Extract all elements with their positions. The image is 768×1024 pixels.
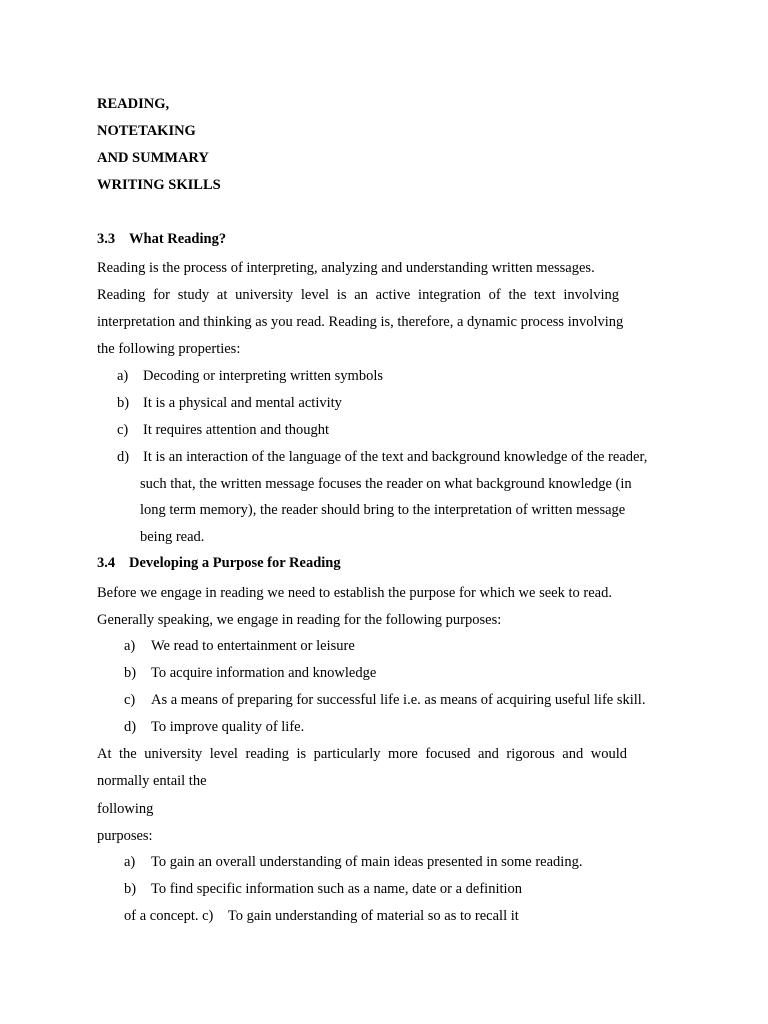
section-3-3-title: What Reading?: [129, 231, 227, 247]
list-item-text: To acquire information and knowledge: [151, 665, 377, 681]
section-3-4-para2-line-2: normally entail the: [97, 773, 207, 789]
list-item-text: To find specific information such as a name, date or a definition: [151, 881, 523, 897]
title-line-4: WRITING SKILLS: [97, 177, 221, 193]
section-3-3-heading: [97, 230, 226, 248]
list-item: [117, 421, 329, 439]
section-3-3-para-line-2: Reading for study at university level is an active integration of the text involving: [97, 287, 619, 303]
list-item-continuation: being read.: [140, 529, 205, 545]
section-3-4-para2-line-4: purposes:: [97, 828, 153, 844]
title-line-1: READING,: [97, 96, 170, 112]
list-item: [117, 394, 342, 412]
list-item-text: To improve quality of life.: [151, 719, 305, 735]
section-3-4-para2-line-3: following: [97, 801, 154, 817]
list-item-continuation: of a concept. c) To gain understanding of material so as to recall it: [124, 908, 519, 924]
list-item: [124, 664, 376, 682]
list-item-label: c): [124, 692, 136, 708]
list-item: [117, 448, 647, 466]
list-item-text: It requires attention and thought: [143, 422, 330, 438]
list-item-continuation: long term memory), the reader should bring to the interpretation of written message: [140, 502, 626, 518]
list-item-label: c): [117, 422, 129, 438]
section-3-4-number: 3.4: [97, 555, 116, 571]
list-item-label: a): [117, 368, 129, 384]
title-line-3: AND SUMMARY: [97, 150, 209, 166]
list-item-text: To gain an overall understanding of main ideas presented in some reading.: [151, 854, 583, 870]
section-3-4-para-line-2: Generally speaking, we engage in reading for the following purposes:: [97, 612, 502, 628]
list-item-label: b): [117, 395, 130, 411]
list-item-text: We read to entertainment or leisure: [151, 638, 355, 654]
section-3-4-para2-line-1: At the university level reading is particularly more focused and rigorous and would: [97, 746, 627, 762]
list-item-text: It is an interaction of the language of the text and background knowledge of the reader,: [143, 449, 648, 465]
section-3-3-para-line-3: interpretation and thinking as you read. Reading is, therefore, a dynamic process involving: [97, 314, 624, 330]
list-item-text: Decoding or interpreting written symbols: [143, 368, 384, 384]
section-3-4-para-line-1: Before we engage in reading we need to establish the purpose for which we seek to read.: [97, 585, 612, 601]
list-item: [124, 853, 582, 871]
section-3-4-heading: [97, 554, 341, 572]
list-item-label: a): [124, 854, 136, 870]
list-item: [117, 367, 383, 385]
list-item-label: b): [124, 881, 137, 897]
list-item: [124, 637, 355, 655]
list-item-label: a): [124, 638, 136, 654]
list-item: [124, 880, 522, 898]
section-3-3-para-line-1: Reading is the process of interpreting, analyzing and understanding written messages.: [97, 260, 595, 276]
list-item: [124, 691, 645, 709]
list-item-label: d): [117, 449, 130, 465]
list-item-continuation: such that, the written message focuses the reader on what background knowledge (in: [140, 476, 632, 492]
list-item-label: b): [124, 665, 137, 681]
list-item-text: As a means of preparing for successful life i.e. as means of acquiring useful life skill.: [151, 692, 646, 708]
section-3-3-number: 3.3: [97, 231, 116, 247]
section-3-4-title: Developing a Purpose for Reading: [129, 555, 341, 571]
list-item-text: It is a physical and mental activity: [143, 395, 342, 411]
list-item-label: d): [124, 719, 137, 735]
title-line-2: NOTETAKING: [97, 123, 196, 139]
list-item: [124, 718, 304, 736]
section-3-3-para-line-4: the following properties:: [97, 341, 241, 357]
